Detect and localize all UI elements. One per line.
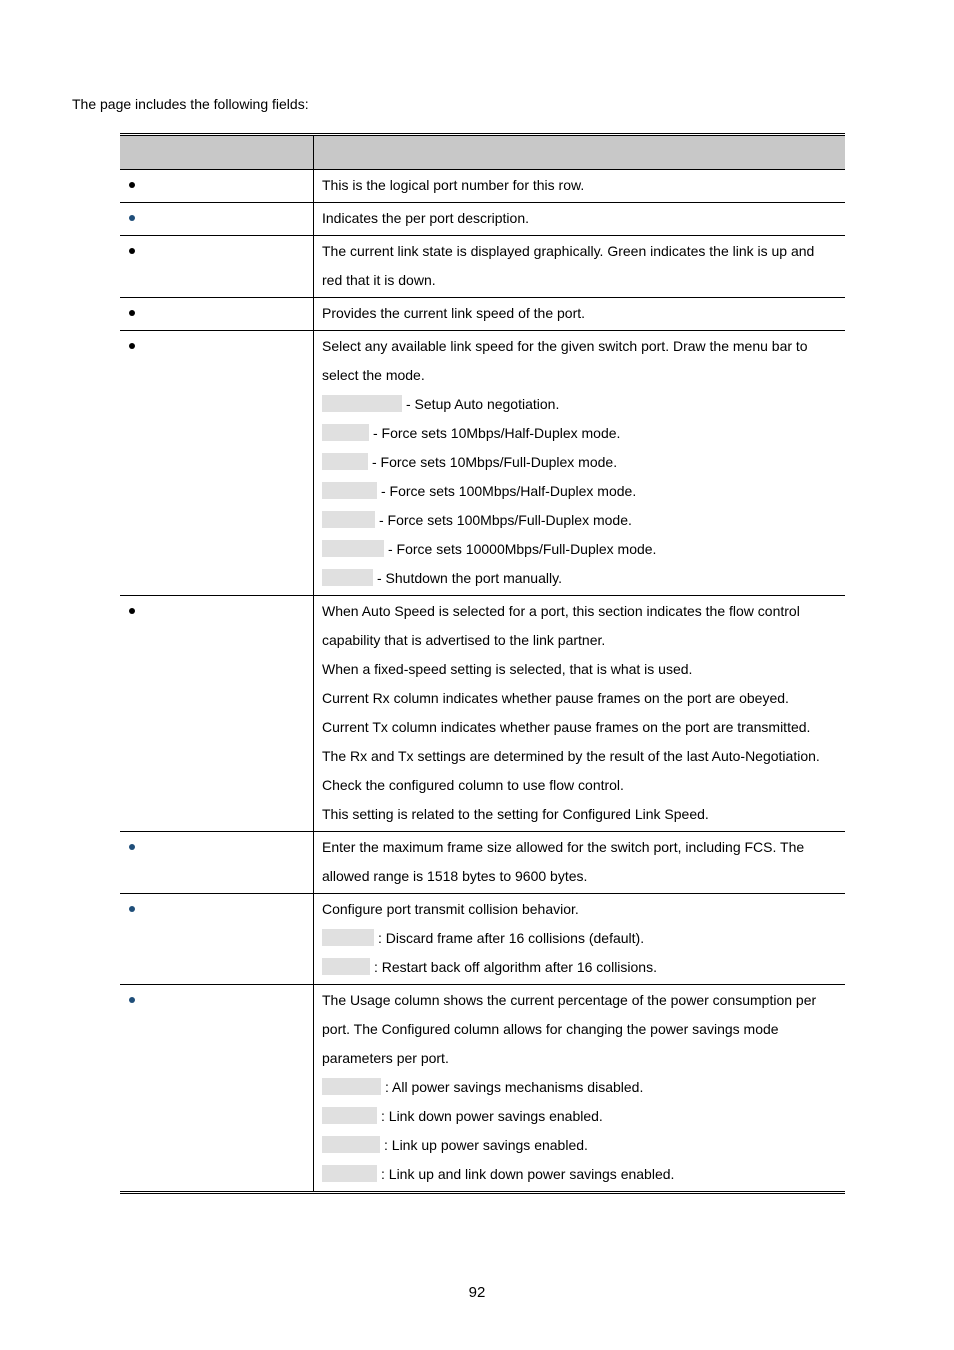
option-keyword-box <box>322 424 369 441</box>
option-keyword-box <box>322 1078 381 1095</box>
description-line: Enter the maximum frame size allowed for the switch port, including FCS. The <box>322 839 805 855</box>
option-line <box>322 1073 837 1102</box>
option-line <box>322 506 837 535</box>
object-cell <box>120 832 314 893</box>
option-text: - Force sets 100Mbps/Half-Duplex mode. <box>381 483 637 499</box>
description-line: Check the configured column to use flow control. <box>322 777 624 793</box>
description-line: Configure port transmit collision behavior. <box>322 901 579 917</box>
intro-text: The page includes the following fields: <box>72 96 309 112</box>
description-cell <box>314 298 845 330</box>
option-line <box>322 1160 837 1189</box>
option-text: - Setup Auto negotiation. <box>406 396 560 412</box>
description-line: The Usage column shows the current percentage of the power consumption per <box>322 992 817 1008</box>
bullet-icon <box>129 608 135 614</box>
description-cell <box>314 331 845 595</box>
bullet-icon <box>129 182 135 188</box>
option-text: - Force sets 100Mbps/Full-Duplex mode. <box>379 512 632 528</box>
description-line: This setting is related to the setting for Configured Link Speed. <box>322 806 709 822</box>
option-line <box>322 1102 837 1131</box>
description-line: allowed range is 1518 bytes to 9600 bytes. <box>322 868 588 884</box>
description-cell <box>314 170 845 202</box>
option-text: - Force sets 10000Mbps/Full-Duplex mode. <box>388 541 657 557</box>
option-keyword-box <box>322 540 384 557</box>
option-keyword-box <box>322 395 402 412</box>
option-keyword-box <box>322 1107 377 1124</box>
description-cell <box>314 236 845 297</box>
description-cell <box>314 985 845 1191</box>
bullet-icon <box>129 248 135 254</box>
description-line: Current Rx column indicates whether pause frames on the port are obeyed. <box>322 690 789 706</box>
option-text: - Shutdown the port manually. <box>377 570 562 586</box>
description-line: capability that is advertised to the link partner. <box>322 632 606 648</box>
table-row <box>120 170 845 203</box>
description-cell <box>314 832 845 893</box>
option-text: - Force sets 10Mbps/Half-Duplex mode. <box>373 425 621 441</box>
option-line <box>322 390 837 419</box>
description-line: When Auto Speed is selected for a port, this section indicates the flow control <box>322 603 800 619</box>
table-row <box>120 596 845 832</box>
option-line <box>322 419 837 448</box>
option-line <box>322 564 837 593</box>
option-text: : Link up and link down power savings enabled. <box>381 1166 675 1182</box>
description-line: Indicates the per port description. <box>322 210 530 226</box>
object-cell <box>120 985 314 1191</box>
option-line <box>322 953 837 982</box>
description-line: The Rx and Tx settings are determined by the result of the last Auto-Negotiation. <box>322 748 820 764</box>
object-cell <box>120 298 314 330</box>
option-line <box>322 535 837 564</box>
description-line: The current link state is displayed graphically. Green indicates the link is up and <box>322 243 815 259</box>
description-line: When a fixed-speed setting is selected, that is what is used. <box>322 661 693 677</box>
description-line: parameters per port. <box>322 1050 449 1066</box>
option-keyword-box <box>322 482 377 499</box>
description-cell <box>314 596 845 831</box>
description-line: select the mode. <box>322 367 425 383</box>
page-number: 92 <box>468 1284 486 1301</box>
description-line: Current Tx column indicates whether pause frames on the port are transmitted. <box>322 719 811 735</box>
object-cell <box>120 596 314 831</box>
table-row <box>120 298 845 331</box>
option-keyword-box <box>322 1136 380 1153</box>
object-cell <box>120 894 314 984</box>
option-text: : Link up power savings enabled. <box>384 1137 588 1153</box>
table-row <box>120 985 845 1191</box>
option-keyword-box <box>322 569 373 586</box>
header-description-cell <box>314 136 845 169</box>
option-line <box>322 924 837 953</box>
option-text: : Discard frame after 16 collisions (default). <box>378 930 645 946</box>
bullet-icon <box>129 343 135 349</box>
description-line: Provides the current link speed of the port. <box>322 305 586 321</box>
option-text: - Force sets 10Mbps/Full-Duplex mode. <box>372 454 618 470</box>
fields-table <box>120 133 845 1194</box>
object-cell <box>120 203 314 235</box>
option-line <box>322 1131 837 1160</box>
table-row <box>120 236 845 298</box>
option-keyword-box <box>322 453 368 470</box>
header-object-cell <box>120 136 314 169</box>
bullet-icon <box>129 906 135 912</box>
table-row <box>120 894 845 985</box>
option-text: : Restart back off algorithm after 16 collisions. <box>374 959 657 975</box>
option-keyword-box <box>322 1165 377 1182</box>
description-line: port. The Configured column allows for changing the power savings mode <box>322 1021 779 1037</box>
object-cell <box>120 236 314 297</box>
option-line <box>322 448 837 477</box>
description-line: red that it is down. <box>322 272 436 288</box>
option-text: : Link down power savings enabled. <box>381 1108 603 1124</box>
option-keyword-box <box>322 958 370 975</box>
description-line: This is the logical port number for this row. <box>322 177 585 193</box>
description-line: Select any available link speed for the given switch port. Draw the menu bar to <box>322 338 808 354</box>
bullet-icon <box>129 310 135 316</box>
bullet-icon <box>129 997 135 1003</box>
table-row <box>120 203 845 236</box>
option-keyword-box <box>322 511 375 528</box>
table-row <box>120 832 845 894</box>
object-cell <box>120 170 314 202</box>
bullet-icon <box>129 844 135 850</box>
option-text: : All power savings mechanisms disabled. <box>385 1079 644 1095</box>
bullet-icon <box>129 215 135 221</box>
object-cell <box>120 331 314 595</box>
option-keyword-box <box>322 929 374 946</box>
option-line <box>322 477 837 506</box>
table-header <box>120 136 845 170</box>
description-cell <box>314 203 845 235</box>
table-row <box>120 331 845 596</box>
description-cell <box>314 894 845 984</box>
